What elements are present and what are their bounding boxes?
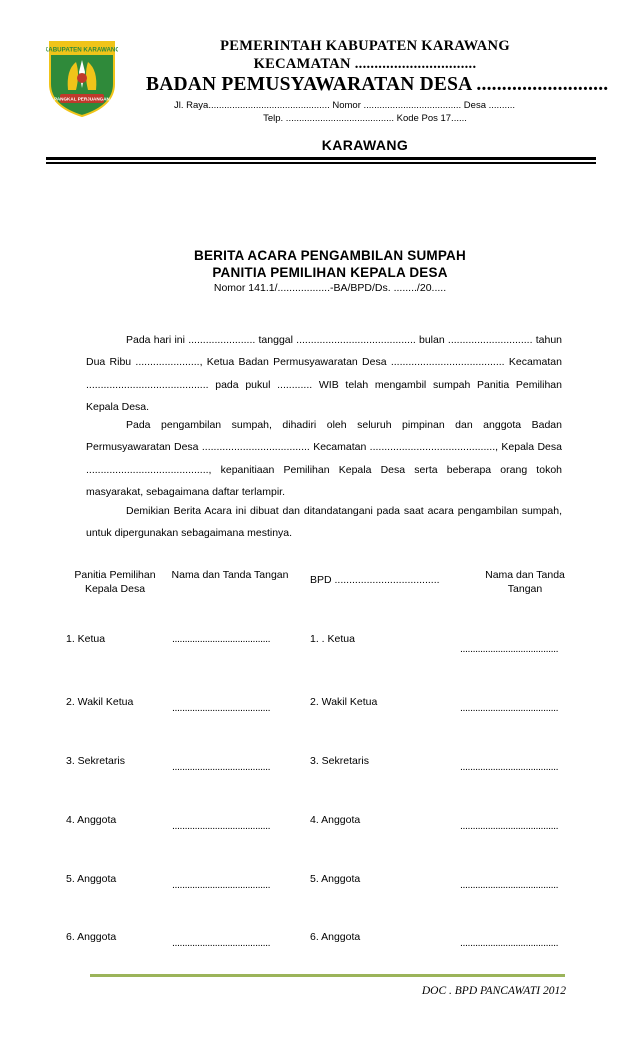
city-title: KARAWANG xyxy=(321,137,409,153)
paragraph-attendance xyxy=(86,414,562,503)
footer-divider xyxy=(90,974,565,977)
committee-role: 2. Wakil Ketua xyxy=(66,696,134,708)
signature-line: ....................................... xyxy=(460,761,559,773)
signature-line: ....................................... xyxy=(172,702,271,714)
document-number: Nomor 141.1/..................-BA/BPD/Ds. ......../20..... xyxy=(213,282,447,294)
document-title: BERITA ACARA PENGAMBILAN SUMPAH xyxy=(194,248,466,263)
signature-line: ....................................... xyxy=(460,937,559,949)
committee-role: 1. Ketua xyxy=(66,633,106,645)
signature-line: ....................................... xyxy=(172,633,271,645)
signature-line: ....................................... xyxy=(172,761,271,773)
address-line: Jl. Raya.............................................. Nomor ..................................... Desa .......... xyxy=(174,100,516,111)
paragraph-closing xyxy=(86,500,562,545)
committee-role: 5. Anggota xyxy=(66,873,117,885)
committee-role: 4. Anggota xyxy=(66,814,117,826)
document-subtitle: PANITIA PEMILIHAN KEPALA DESA xyxy=(212,265,448,280)
bpd-role: 6. Anggota xyxy=(310,931,361,943)
regency-logo xyxy=(46,38,118,118)
logo-motto: PANGKAL PERJUANGAN xyxy=(54,96,110,102)
signature-line: ....................................... xyxy=(172,820,271,832)
signature-line: ....................................... xyxy=(460,702,559,714)
bpd-role: 1. . Ketua xyxy=(310,633,355,645)
footer-doc-label: DOC . BPD PANCAWATI 2012 xyxy=(421,985,566,997)
paragraph-opening-text: Pada hari ini ....................... tanggal ......................................... bulan ............................. tahun Dua Ribu ......................, Ketua Badan Permusyawaratan Desa ....................................... Kecamatan .......................................... pada pukul ............ WIB telah mengambil sumpah Panitia Pemilihan Kepala Desa. xyxy=(86,334,562,413)
signature-line: ....................................... xyxy=(460,643,559,655)
header-name-sign: Nama dan Tanda Tangan xyxy=(171,569,289,581)
bpd-role: 4. Anggota xyxy=(310,814,361,826)
signature-line: ....................................... xyxy=(172,879,271,891)
header-divider-thick xyxy=(46,157,596,160)
phone-line: Telp. ......................................... Kode Pos 17...... xyxy=(263,113,467,124)
bpd-role: 2. Wakil Ketua xyxy=(310,696,378,708)
bpd-role: 3. Sekretaris xyxy=(310,755,369,767)
signature-line: ....................................... xyxy=(460,820,559,832)
paragraph-opening xyxy=(86,329,562,418)
committee-role: 6. Anggota xyxy=(66,931,117,943)
committee-role: 3. Sekretaris xyxy=(66,755,125,767)
header-divider-thin xyxy=(46,162,596,164)
logo-top-text: KABUPATEN KARAWANG xyxy=(46,46,118,54)
district-title: KECAMATAN ............................... xyxy=(253,56,477,72)
header-bpd: BPD .................................... xyxy=(310,574,440,586)
bpd-role: 5. Anggota xyxy=(310,873,361,885)
paragraph-closing-text: Demikian Berita Acara ini dibuat dan ditandatangani pada saat acara pengambilan sumpah, untuk dipergunakan sebagaimana mestinya. xyxy=(86,505,562,540)
government-title: PEMERINTAH KABUPATEN KARAWANG xyxy=(220,38,510,54)
agency-title: BADAN PEMUSYAWARATAN DESA .......................... xyxy=(146,74,609,95)
signature-line: ....................................... xyxy=(460,879,559,891)
paragraph-attendance-text: Pada pengambilan sumpah, dihadiri oleh seluruh pimpinan dan anggota Badan Permusyawaratan Desa ..................................... Kecamatan ..........................................., Kepala Desa .........................................., kepanitiaan Pemilihan Kepala Desa serta beberapa orang tokoh masyarakat, sebagaimana daftar terlampir. xyxy=(86,419,562,498)
header-committee: Panitia Pemilihan Kepala Desa xyxy=(74,569,156,595)
header-name-sign-right: Nama dan Tanda Tangan xyxy=(485,569,565,595)
signature-line: ....................................... xyxy=(172,937,271,949)
